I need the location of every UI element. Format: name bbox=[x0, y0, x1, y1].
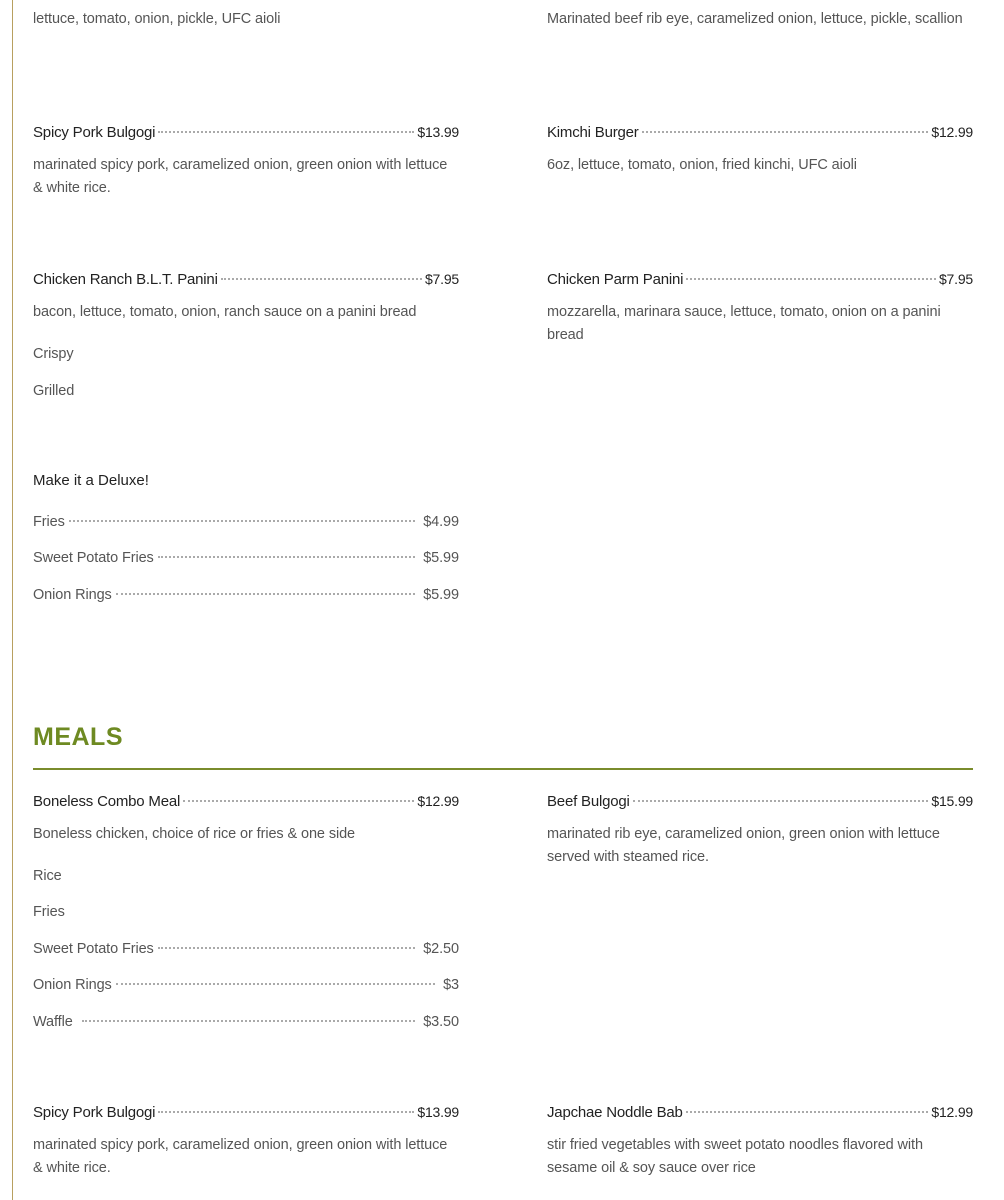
item-description: stir fried vegetables with sweet potato noodles flavored with sesame oil & soy sauce over rice bbox=[547, 1137, 923, 1176]
dot-leader bbox=[221, 278, 422, 280]
dot-leader bbox=[69, 520, 415, 522]
dot-leader bbox=[686, 1111, 929, 1113]
section-title-meals: MEALS bbox=[33, 723, 123, 751]
dot-leader bbox=[183, 800, 414, 802]
dot-leader bbox=[116, 983, 435, 985]
menu-item-boneless-combo-meal bbox=[33, 790, 459, 846]
item-description: mozzarella, marinara sauce, lettuce, tomato, onion on a panini bread bbox=[547, 304, 941, 343]
combo-side-waffle bbox=[33, 1011, 459, 1033]
option-label: Onion Rings bbox=[33, 977, 112, 993]
menu-item-japchae-noddle-bab bbox=[547, 1101, 973, 1179]
combo-option-rice bbox=[33, 865, 459, 887]
dot-leader bbox=[158, 131, 414, 133]
dot-leader bbox=[158, 556, 416, 558]
item-description: Boneless chicken, choice of rice or fries & one side bbox=[33, 826, 356, 842]
item-description: 6oz, lettuce, tomato, onion, fried kinchi, UFC aioli bbox=[547, 157, 857, 173]
item-description: bacon, lettuce, tomato, onion, ranch sauce on a panini bread bbox=[33, 304, 417, 320]
deluxe-option-onion-rings bbox=[33, 584, 459, 606]
item-price: $13.99 bbox=[417, 1104, 459, 1120]
dot-leader bbox=[82, 1020, 416, 1022]
item-description: marinated rib eye, caramelized onion, green onion with lettuce served with steamed rice. bbox=[547, 826, 940, 865]
option-label: Waffle bbox=[33, 1014, 73, 1030]
page-left-border bbox=[12, 0, 13, 1200]
dot-leader bbox=[633, 800, 929, 802]
dot-leader bbox=[686, 278, 936, 280]
item-price: $12.99 bbox=[931, 1104, 973, 1120]
option-price: $2.50 bbox=[423, 941, 459, 957]
item-description: lettuce, tomato, onion, pickle, UFC aioli bbox=[33, 11, 281, 27]
dot-leader bbox=[642, 131, 929, 133]
item-price: $12.99 bbox=[417, 793, 459, 809]
item-name: Chicken Ranch B.L.T. Panini bbox=[33, 271, 218, 288]
menu-item-chicken-ranch-panini bbox=[33, 268, 459, 324]
option-label: Rice bbox=[33, 868, 62, 884]
item-name: Chicken Parm Panini bbox=[547, 271, 684, 288]
item-price: $7.95 bbox=[424, 271, 459, 287]
combo-side-onion-rings bbox=[33, 974, 459, 996]
item-name: Spicy Pork Bulgogi bbox=[33, 1104, 156, 1121]
option-label: Onion Rings bbox=[33, 587, 112, 603]
item-description: marinated spicy pork, caramelized onion, green onion with lettuce & white rice. bbox=[33, 157, 448, 196]
deluxe-heading: Make it a Deluxe! bbox=[33, 472, 149, 489]
menu-item-kimchi-burger bbox=[547, 121, 973, 177]
option-price: $4.99 bbox=[423, 514, 459, 530]
option-price: $5.99 bbox=[423, 587, 459, 603]
item-name: Kimchi Burger bbox=[547, 124, 639, 141]
menu-item-continued-right bbox=[547, 8, 973, 31]
item-name: Spicy Pork Bulgogi bbox=[33, 124, 156, 141]
menu-item-beef-bulgogi bbox=[547, 790, 973, 868]
combo-side-sweet-potato-fries bbox=[33, 938, 459, 960]
item-name: Boneless Combo Meal bbox=[33, 793, 181, 810]
dot-leader bbox=[158, 947, 416, 949]
section-divider bbox=[33, 768, 973, 770]
item-description: Marinated beef rib eye, caramelized onion, lettuce, pickle, scallion bbox=[547, 11, 963, 27]
item-description: marinated spicy pork, caramelized onion, green onion with lettuce & white rice. bbox=[33, 1137, 448, 1176]
option-price: $5.99 bbox=[423, 550, 459, 566]
item-price: $15.99 bbox=[931, 793, 973, 809]
combo-option-fries bbox=[33, 901, 459, 923]
item-price: $12.99 bbox=[931, 124, 973, 140]
option-price: $3 bbox=[443, 977, 459, 993]
menu-item-spicy-pork-bulgogi-meal bbox=[33, 1101, 459, 1179]
dot-leader bbox=[158, 1111, 414, 1113]
menu-item-spicy-pork-bulgogi bbox=[33, 121, 459, 199]
item-name: Japchae Noddle Bab bbox=[547, 1104, 683, 1121]
deluxe-option-fries bbox=[33, 511, 459, 533]
menu-item-chicken-parm-panini bbox=[547, 268, 973, 346]
option-grilled bbox=[33, 380, 459, 402]
option-label: Crispy bbox=[33, 346, 74, 362]
dot-leader bbox=[116, 593, 416, 595]
item-price: $7.95 bbox=[938, 271, 973, 287]
option-label: Fries bbox=[33, 514, 65, 530]
item-price: $13.99 bbox=[417, 124, 459, 140]
option-label: Fries bbox=[33, 904, 65, 920]
option-label: Sweet Potato Fries bbox=[33, 941, 154, 957]
option-label: Sweet Potato Fries bbox=[33, 550, 154, 566]
menu-item-continued-left bbox=[33, 8, 459, 31]
item-name: Beef Bulgogi bbox=[547, 793, 630, 810]
option-crispy bbox=[33, 343, 459, 365]
deluxe-option-sweet-potato-fries bbox=[33, 547, 459, 569]
option-label: Grilled bbox=[33, 383, 75, 399]
option-price: $3.50 bbox=[423, 1014, 459, 1030]
